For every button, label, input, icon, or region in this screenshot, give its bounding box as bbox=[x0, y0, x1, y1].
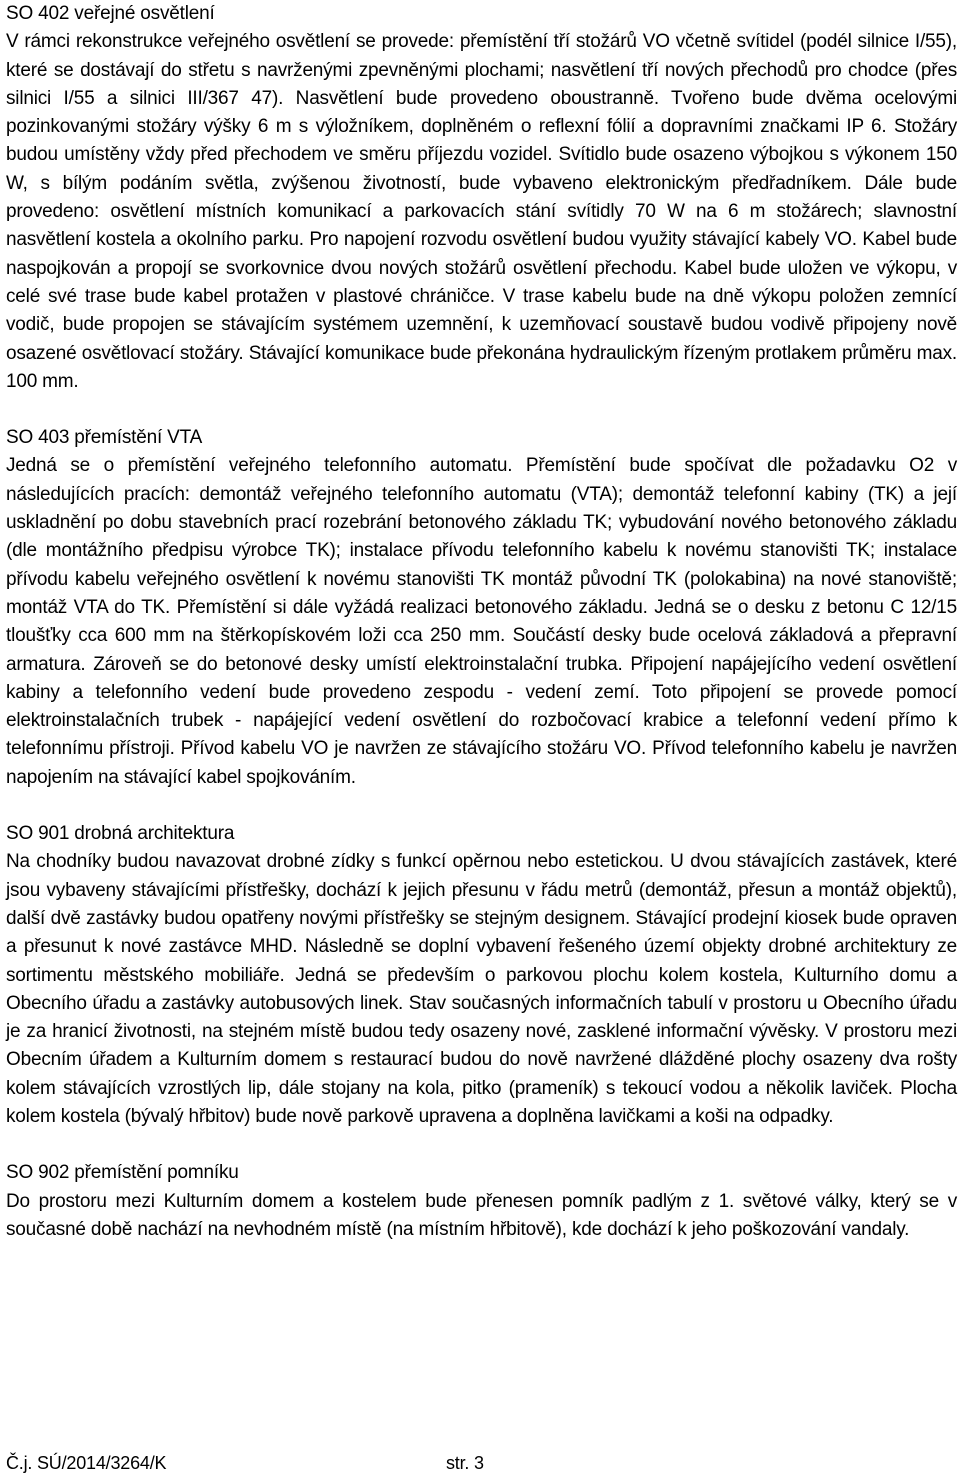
document-page bbox=[6, 0, 957, 1477]
section-title: SO 902 přemístění pomníku bbox=[6, 1162, 239, 1184]
section-so-402 bbox=[6, 0, 957, 396]
section-title: SO 403 přemístění VTA bbox=[6, 427, 203, 449]
section-paragraph: Do prostoru mezi Kulturním domem a kostelem bude přenesen pomník padlým z 1. světové války, který se v současné době nachází na nevhodném místě (na místním hřbitově), kde dochází k jeho poškozování vandaly. bbox=[6, 1190, 957, 1240]
section-spacer bbox=[6, 396, 957, 424]
section-so-403 bbox=[6, 424, 957, 792]
section-paragraph: Na chodníky budou navazovat drobné zídky s funkcí opěrnou nebo estetickou. U dvou stávajících zastávek, které jsou vybaveny stávajícími přístřešky, dochází k jejich přesunu v řádu metrů (demontáž, přesun a montáž objektů), další dvě zastávky budou opatřeny novými přístřešky se stejným designem. Stávající prodejní kiosek bude opraven a přesunut k nové zastávce MHD. Následně se doplní vybavení řešeného území objekty drobné architektury ze sortimentu městského mobiliáře. Jedná se především o parkovou plochu kolem kostela, Kulturního domu a Obecního úřadu a zastávky autobusových linek. Stav současných informačních tabulí v prostoru u Obecního úřadu je za hranicí životnosti, na stejném místě budou tedy osazeny nové, zasklené informační vývěsky. V prostoru mezi Obecním úřadem a Kulturním domem s restaurací budou do nově navržené dlážděné plochy osazeny dva rošty kolem stávajících vzrostlých lip, dále stojany na kola, pitko (prameník) s tekoucí vodou a několik laviček. Plocha kolem kostela (bývalý hřbitov) bude nově parkově upravena a doplněna lavičkami a koši na odpadky. bbox=[6, 851, 957, 1127]
section-spacer bbox=[6, 1131, 957, 1159]
page-number: str. 3 bbox=[446, 1453, 484, 1473]
section-paragraph: Jedná se o přemístění veřejného telefonního automatu. Přemístění bude spočívat dle požadavku O2 v následujících pracích: demontáž veřejného telefonního automatu (VTA); demontáž telefonní kabiny (TK) a její uskladnění po dobu stavebních prací rozebrání betonového základu TK; vybudování nového betonového základu (dle montážního předpisu výrobce TK); instalace přívodu telefonního kabelu k novému stanovišti TK; instalace přívodu kabelu veřejného osvětlení k novému stanovišti TK montáž původní TK (polokabina) na nové stanoviště; montáž VTA do TK. Přemístění si dále vyžádá realizaci betonového základu. Jedná se o desku z betonu C 12/15 tloušťky cca 600 mm na štěrkopískovém loži cca 250 mm. Součástí desky bude ocelová základová a přepravní armatura. Zároveň se do betonové desky umístí elektroinstalační trubka. Připojení napájejícího vedení osvětlení kabiny a telefonního vedení bude provedeno zespodu - vedení zemí. Toto připojení se provede pomocí elektroinstalačních trubek - napájející vedení osvětlení do rozbočovací krabice a telefonní vedení přímo k telefonnímu přístroji. Přívod kabelu VO je navržen ze stávajícího stožáru VO. Přívod telefonního kabelu je navržen napojením na stávající kabel spojkováním. bbox=[6, 455, 957, 788]
section-paragraph: V rámci rekonstrukce veřejného osvětlení se provede: přemístění tří stožárů VO včetně svítidel (podél silnice I/55), které se dostávají do střetu s navrženými zpevněnými plochami; nasvětlení tří nových přechodů pro chodce (přes silnici I/55 a silnici III/367 47). Nasvětlení bude provedeno oboustranně. Tvořeno bude dvěma ocelovými pozinkovanými stožáry výšky 6 m s výložníkem, doplněném o reflexní fólií a dopravními značkami IP 6. Stožáry budou umístěny vždy před přechodem ve směru příjezdu vozidel. Svítidlo bude osazeno výbojkou s výkonem 150 W, s bílým podáním světla, zvýšenou životností, bude vybaveno elektronickým předřadníkem. Dále bude provedeno: osvětlení místních komunikací a parkovacích stání svítidly 70 W na 6 m stožárech; slavnostní nasvětlení kostela a okolního parku. Pro napojení rozvodu osvětlení budou využity stávající kabely VO. Kabel bude naspojkován a propojí se svorkovnice dvou nových stožárů osvětlení přechodu. Kabel bude uložen ve výkopu, v celé své trase bude kabel protažen v plastové chráničce. V trase kabelu bude na dně výkopu položen zemnící vodič, bude propojen se stávajícím systémem uzemnění, k uzemňovací soustavě budou vodivě připojeny nově osazené osvětlovací stožáry. Stávající komunikace bude překonána hydraulickým řízeným protlakem průměru max. 100 mm. bbox=[6, 31, 957, 392]
page-footer bbox=[6, 1451, 957, 1475]
section-so-901 bbox=[6, 820, 957, 1131]
section-title: SO 901 drobná architektura bbox=[6, 823, 235, 845]
section-so-902 bbox=[6, 1159, 957, 1244]
section-title: SO 402 veřejné osvětlení bbox=[6, 3, 215, 24]
document-reference: Č.j. SÚ/2014/3264/K bbox=[6, 1453, 167, 1473]
section-spacer bbox=[6, 792, 957, 820]
